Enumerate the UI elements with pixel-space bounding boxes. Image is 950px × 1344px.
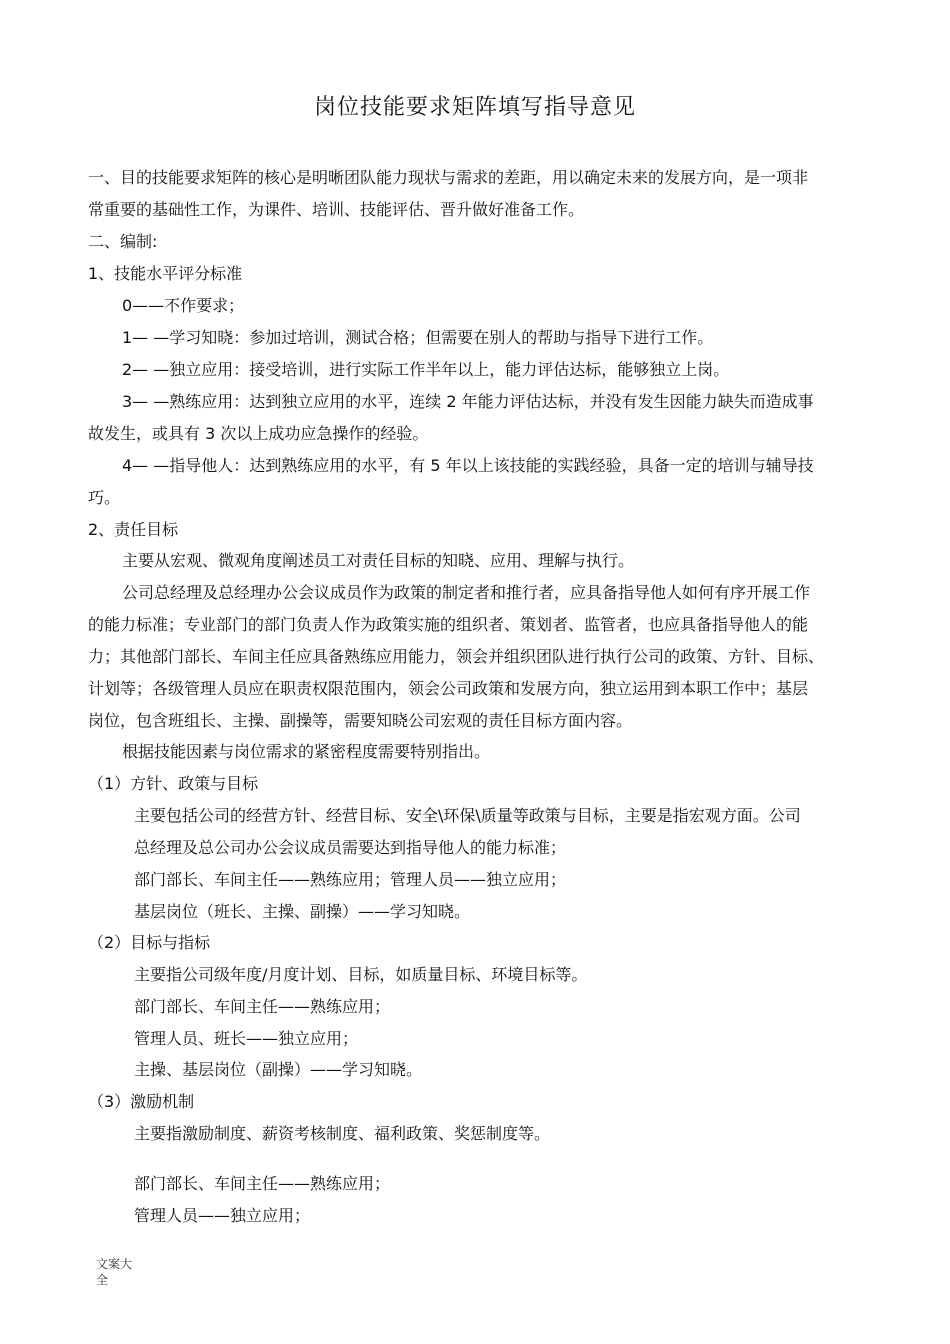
paragraph-line: 总经理及总公司办公会议成员需要达到指导他人的能力标准； (134, 838, 567, 857)
paragraph-line: 2— —独立应用：接受培训，进行实际工作半年以上，能力评估达标，能够独立上岗。 (122, 360, 730, 379)
paragraph-line: 根据技能因素与岗位需求的紧密程度需要特别指出。 (122, 742, 491, 761)
footer-text: 文案大全 (96, 1257, 133, 1287)
paragraph-line: 主要包括公司的经营方针、经营目标、安全\环保\质量等政策与目标，主要是指宏观方面。公司 (134, 806, 801, 825)
paragraph-line: 部门部长、车间主任——熟练应用； (134, 997, 391, 1016)
paragraph-line: 3— —熟练应用：达到独立应用的水平，连续 2 年能力评估达标，并没有发生因能力缺失而造成事 (122, 392, 814, 411)
paragraph-line: 常重要的基础性工作，为课件、培训、技能评估、晋升做好准备工作。 (88, 200, 585, 219)
paragraph-line: 岗位，包含班组长、主操、副操等，需要知晓公司宏观的责任目标方面内容。 (88, 711, 633, 730)
paragraph-line: 巧。 (88, 488, 121, 507)
paragraph-line: 管理人员、班长——独立应用； (134, 1029, 359, 1048)
paragraph-line: 管理人员——独立应用； (134, 1206, 311, 1225)
paragraph-line: 部门部长、车间主任——熟练应用； (134, 1174, 391, 1193)
paragraph-line: 1— —学习知晓：参加过培训，测试合格；但需要在别人的帮助与指导下进行工作。 (122, 328, 714, 347)
section-heading: （2）目标与指标 (88, 933, 211, 952)
paragraph-line: 主操、基层岗位（副操）——学习知晓。 (134, 1060, 423, 1079)
paragraph-line: 公司总经理及总经理办公会议成员作为政策的制定者和推行者，应具备指导他人如何有序开展工作 (122, 583, 811, 602)
paragraph-line: 一、目的技能要求矩阵的核心是明晰团队能力现状与需求的差距，用以确定未来的发展方向，是一项非 (88, 168, 809, 187)
paragraph-line: 故发生，或具有 3 次以上成功应急操作的经验。 (88, 424, 429, 443)
paragraph-line: 0——不作要求； (122, 296, 245, 315)
paragraph-line: 主要从宏观、微观角度阐述员工对责任目标的知晓、应用、理解与执行。 (122, 551, 635, 570)
paragraph-line: 计划等；各级管理人员应在职责权限范围内，领会公司政策和发展方向，独立运用到本职工作中；基层 (88, 679, 809, 698)
paragraph-line: 力；其他部门部长、车间主任应具备熟练应用能力，领会并组织团队进行执行公司的政策、方针、目标、 (88, 647, 825, 666)
paragraph-line: 基层岗位（班长、主操、副操）——学习知晓。 (134, 902, 471, 921)
section-heading: （3）激励机制 (88, 1092, 195, 1111)
paragraph-line: 主要指激励制度、薪资考核制度、福利政策、奖惩制度等。 (134, 1124, 551, 1143)
paragraph-line: 的能力标准；专业部门的部门负责人作为政策实施的组织者、策划者、监管者，也应具备指导他人的能 (88, 615, 809, 634)
paragraph-line: 1、技能水平评分标准 (88, 264, 243, 283)
paragraph-line: 二、编制: (88, 232, 158, 251)
document-title: 岗位技能要求矩阵填写指导意见 (313, 95, 636, 120)
paragraph-line: 部门部长、车间主任——熟练应用；管理人员——独立应用； (134, 870, 567, 889)
paragraph-line: 主要指公司级年度/月度计划、目标，如质量目标、环境目标等。 (134, 965, 588, 984)
paragraph-line: 4— —指导他人：达到熟练应用的水平，有 5 年以上该技能的实践经验，具备一定的培训与辅导技 (122, 456, 814, 475)
section-heading: （1）方针、政策与目标 (88, 774, 259, 793)
paragraph-line: 2、责任目标 (88, 520, 179, 539)
